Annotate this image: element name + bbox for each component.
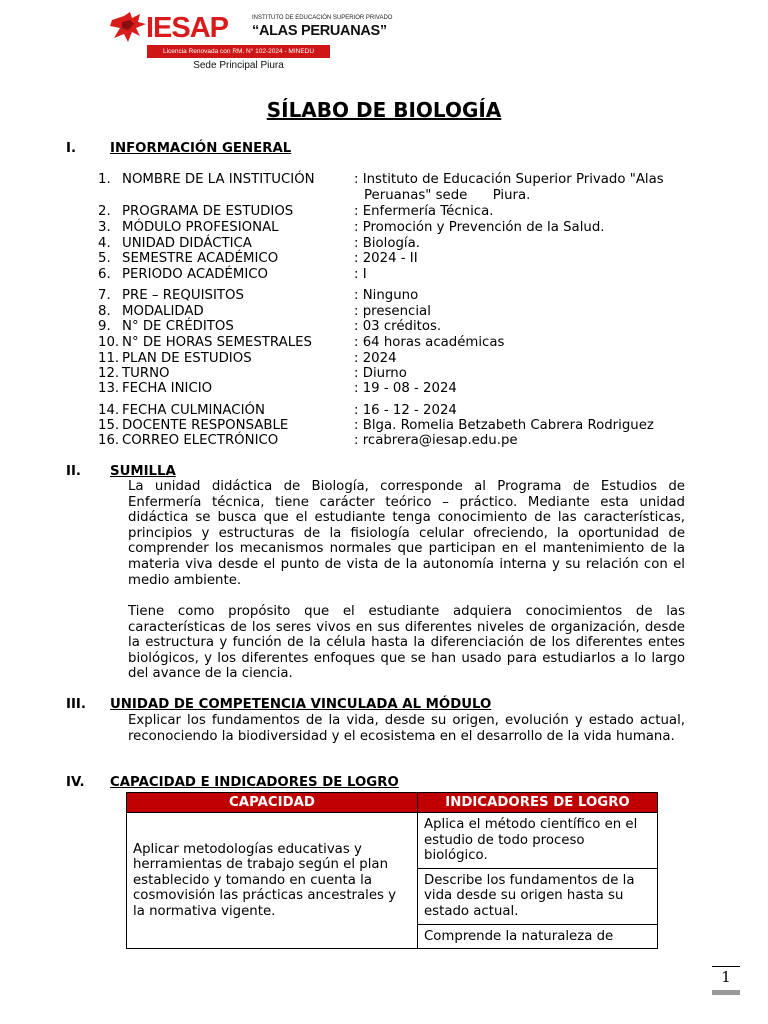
info-row-value [354,172,689,203]
section-3-title: UNIDAD DE COMPETENCIA VINCULADA AL MÓDULO [110,697,492,712]
info-row-value-text: : 2024 [354,351,397,366]
info-row-value-text: : Ninguno [354,288,419,303]
info-row-value [354,220,689,236]
section-4-number: IV. [66,775,85,790]
table-header-row [127,793,658,813]
info-row-number: 9. [98,319,111,334]
info-row-value-text: : Instituto de Educación Superior Privado "Alas [354,172,664,187]
info-row-value [354,381,689,397]
info-row-value [354,418,689,434]
info-row-number: 11. [98,351,120,366]
page-number-rule [712,966,740,967]
info-row-label: PERIODO ACADÉMICO [122,267,269,282]
info-row-value [354,351,689,367]
info-row-label: FECHA INICIO [122,381,213,396]
info-row-label: N° DE CRÉDITOS [122,319,234,334]
section-2-title: SUMILLA [110,464,176,479]
section-4-title: CAPACIDAD E INDICADORES DE LOGRO [110,775,399,790]
brand-name: IESAP [146,12,229,44]
indicator-cell-2: Describe los fundamentos de la vida desde su origen hasta su estado actual. [418,868,658,924]
info-row-label: TURNO [122,366,170,381]
document-title: SÍLABO DE BIOLOGÍA [266,98,502,122]
info-row-number: 12. [98,366,120,381]
info-row-number: 8. [98,304,111,319]
info-row-value-text: : 2024 - II [354,251,418,266]
info-row-label: MODALIDAD [122,304,204,319]
info-row-value [354,335,689,351]
info-row-value [354,204,689,220]
info-row-number: 2. [98,204,111,219]
info-row-label: PROGRAMA DE ESTUDIOS [122,204,294,219]
section-3-number: III. [66,697,86,712]
table-row [127,813,658,869]
info-row-value [354,251,689,267]
header-indicadores: INDICADORES DE LOGRO [418,793,658,813]
section-1-title: INFORMACIÓN GENERAL [110,141,292,156]
info-row-label: SEMESTRE ACADÉMICO [122,251,279,266]
page-number-bar [712,990,740,995]
info-row-value-text: : Blga. Romelia Betzabeth Cabrera Rodriguez [354,418,654,433]
info-row-number: 4. [98,236,111,251]
alas-peruanas-name: “ALAS PERUANAS” [252,23,387,39]
info-row-label: NOMBRE DE LA INSTITUCIÓN [122,172,315,187]
info-row-label: MÓDULO PROFESIONAL [122,220,279,235]
info-row-value-text: : Promoción y Prevención de la Salud. [354,220,605,235]
info-row-label: PLAN DE ESTUDIOS [122,351,252,366]
info-row-label: N° DE HORAS SEMESTRALES [122,335,312,350]
info-row-value [354,267,689,283]
license-banner: Licencia Renovada con RM. N° 102-2024 - MINEDU [147,45,330,58]
info-row-label: CORREO ELECTRÓNICO [122,433,279,448]
competencia-paragraph: Explicar los fundamentos de la vida, desde su origen, evolución y estado actual, reconociendo la biodiversidad y el ecosistema en el desarrollo de la vida humana. [128,713,685,744]
info-row-number: 14. [98,403,120,418]
page-number-text: 1 [721,968,731,986]
info-row-label: FECHA CULMINACIÓN [122,403,265,418]
info-row-value-text: : rcabrera@iesap.edu.pe [354,433,518,448]
info-row-label: UNIDAD DIDÁCTICA [122,236,252,251]
info-row-value [354,433,689,449]
info-row-value-text: : I [354,267,367,282]
info-row-number: 6. [98,267,111,282]
info-row-value-text: : 19 - 08 - 2024 [354,381,457,396]
bird-logo-icon [110,12,148,46]
section-1-number: I. [66,141,76,156]
info-row-value-text: : Enfermería Técnica. [354,204,494,219]
info-row-value [354,304,689,320]
capacidad-cell: Aplicar metodologías educativas y herramientas de trabajo según el plan establecido y tomando en cuenta la cosmovisión las prácticas ancestrales y la normativa vigente. [127,813,418,949]
sumilla-paragraph-2: Tiene como propósito que el estudiante adquiera conocimientos de las características de los seres vivos en sus diferentes niveles de organización, desde la estructura y función de la célula hasta la diferenciación de los diferentes entes biológicos, y los diferentes enfoques que se han usado para estudiarlos a lo largo del avance de la ciencia. [128,604,685,682]
info-row-value-text: : 16 - 12 - 2024 [354,403,457,418]
institute-line: INSTITUTO DE EDUCACIÓN SUPERIOR PRIVADO [252,15,393,21]
info-row-number: 13. [98,381,120,396]
info-row-number: 5. [98,251,111,266]
info-row-number: 10. [98,335,120,350]
info-row-value-text: : 03 créditos. [354,319,442,334]
info-row-value [354,366,689,382]
sede-label: Sede Principal Piura [193,60,284,71]
info-row-value-text: : presencial [354,304,431,319]
info-row-number: 7. [98,288,111,303]
sumilla-paragraph-1: La unidad didáctica de Biología, corresponde al Programa de Estudios de Enfermería técnica, tiene carácter teórico – práctico. Mediante esta unidad didáctica se busca que el estudiante tenga conocimiento de las características, principios y estructuras de la fisiología celular ofreciendo, la oportunidad de comprender los mecanismos normales que participan en el mantenimiento de la materia viva desde el punto de vista de la autonomía interna y su relación con el medio ambiente. [128,479,685,588]
institution-logo [110,12,393,74]
info-row-value [354,236,689,252]
info-row-value-text: : Biología. [354,236,420,251]
info-row-value [354,403,689,419]
capacity-table [126,792,658,949]
indicator-cell-1: Aplica el método científico en el estudio de todo proceso biológico. [418,813,658,869]
info-row-value [354,288,689,304]
info-row-value-text: : Diurno [354,366,407,381]
info-row-number: 16. [98,433,120,448]
info-row-number: 1. [98,172,111,187]
info-row-number: 15. [98,418,120,433]
info-row-value-text: : 64 horas académicas [354,335,505,350]
indicator-cell-3: Comprende la naturaleza de [418,924,658,949]
info-row-value [354,319,689,335]
info-row-label: PRE – REQUISITOS [122,288,244,303]
section-2-number: II. [66,464,81,479]
header-capacidad: CAPACIDAD [127,793,418,813]
info-row-value-continuation: Peruanas" sede Piura. [364,187,531,203]
info-row-label: DOCENTE RESPONSABLE [122,418,289,433]
info-row-number: 3. [98,220,111,235]
